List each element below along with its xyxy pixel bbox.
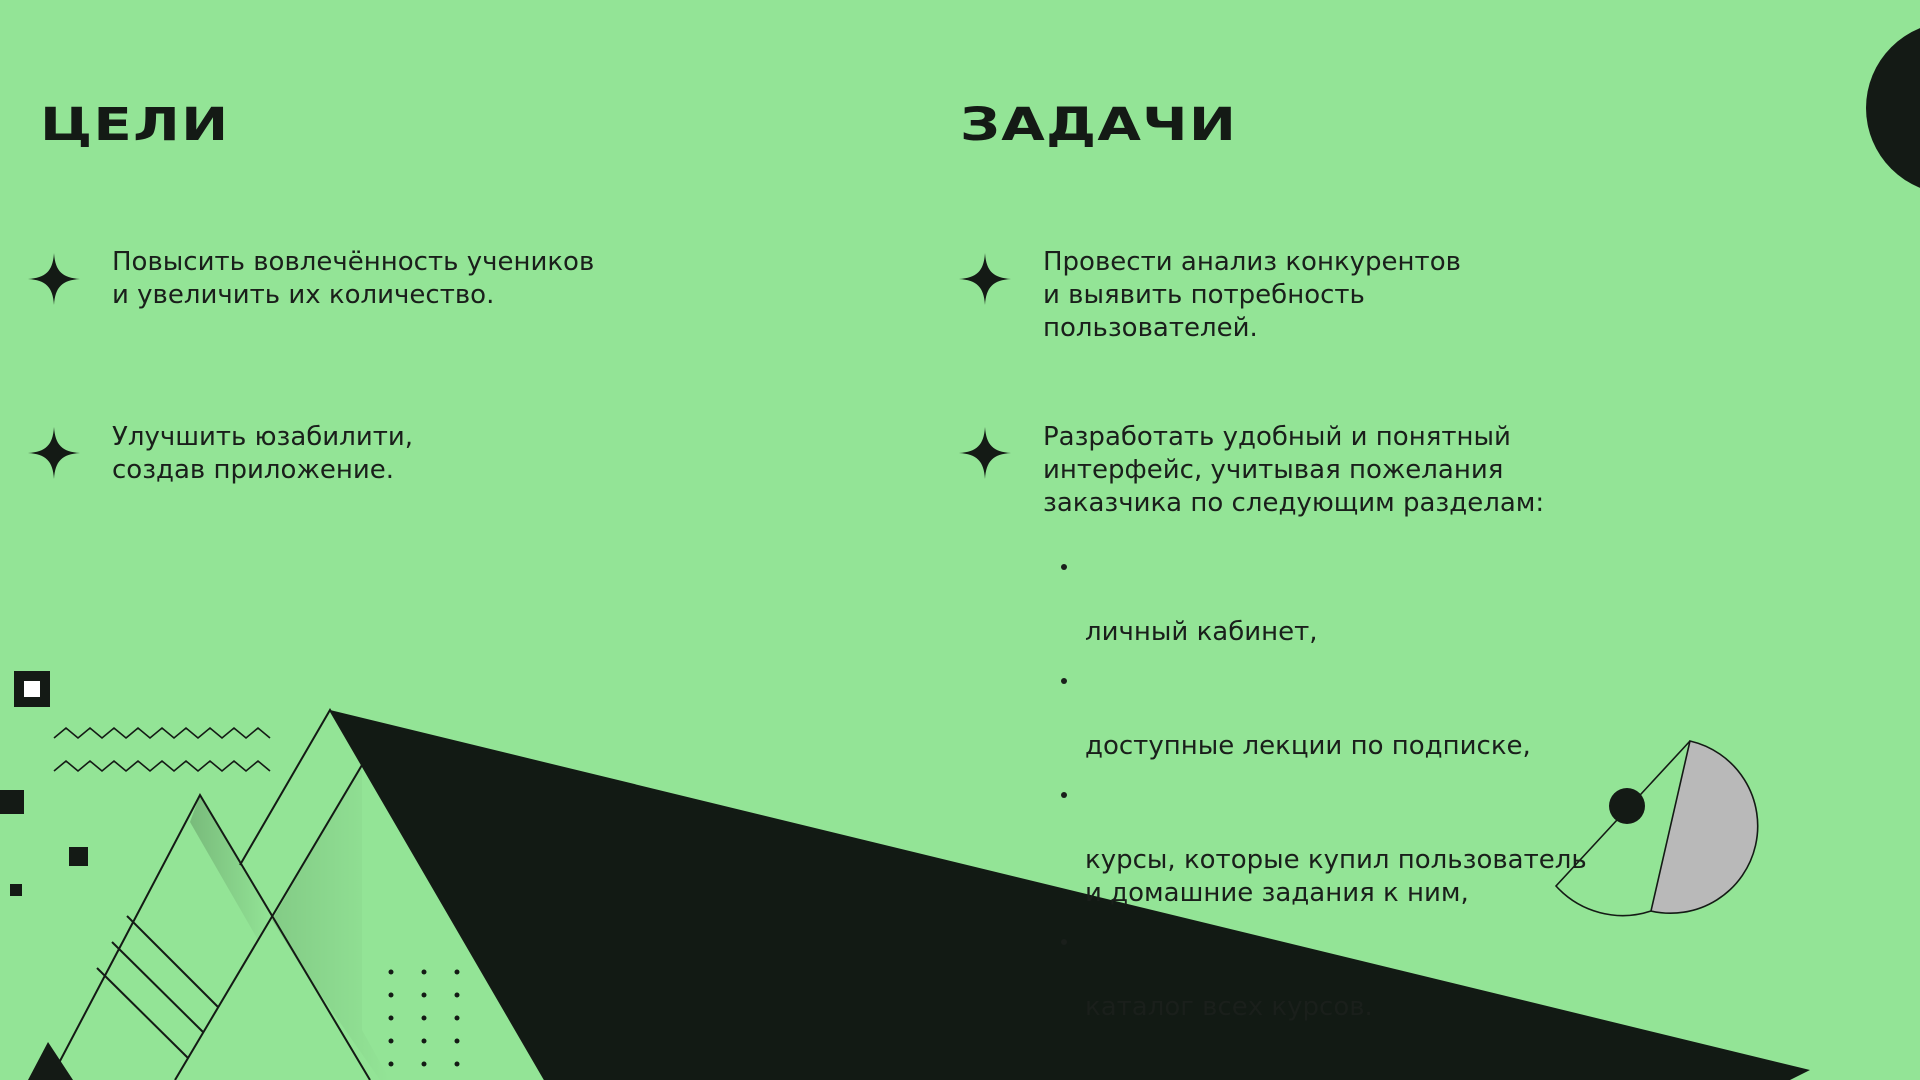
goal-item-text: Повысить вовлечённость учеников и увеличить их количество. xyxy=(112,247,595,310)
four-point-star-icon xyxy=(28,253,80,305)
square-shape xyxy=(0,790,24,814)
list-item-text: доступные лекции по подписке, xyxy=(1085,731,1531,761)
hollow-square-inner xyxy=(24,681,40,697)
goal-item-text: Улучшить юзабилити, создав приложение. xyxy=(112,422,414,485)
goal-item xyxy=(112,246,594,312)
bullet-dot-icon xyxy=(1061,564,1067,570)
list-item xyxy=(1043,550,1587,649)
dot-grid xyxy=(389,970,460,1067)
zigzag-lines xyxy=(54,728,270,771)
list-item-text: каталог всех курсов. xyxy=(1085,992,1373,1022)
list-item xyxy=(1043,925,1587,1024)
task-item xyxy=(1043,421,1544,520)
mountain-shadow xyxy=(190,795,272,940)
four-point-star-icon xyxy=(959,253,1011,305)
goals-heading: ЦЕЛИ xyxy=(40,98,230,151)
bullet-dot-icon xyxy=(1061,678,1067,684)
corner-circle-shape xyxy=(1866,22,1920,194)
square-shape xyxy=(10,884,22,896)
list-item-text: личный кабинет, xyxy=(1085,617,1318,647)
list-item-text: курсы, которые купил пользователь и домашние задания к ним, xyxy=(1085,845,1587,908)
task-item xyxy=(1043,246,1461,345)
four-point-star-icon xyxy=(959,427,1011,479)
list-item xyxy=(1043,664,1587,763)
mountain-shadow xyxy=(272,765,390,1080)
task-sections-list xyxy=(1043,550,1587,1039)
list-item xyxy=(1043,778,1587,910)
task-item-text: Разработать удобный и понятный интерфейс, учитывая пожелания заказчика по следующим разделам: xyxy=(1043,422,1545,518)
bullet-dot-icon xyxy=(1061,939,1067,945)
tasks-heading: ЗАДАЧИ xyxy=(960,98,1238,151)
task-item-text: Провести анализ конкурентов и выявить потребность пользователей. xyxy=(1043,247,1461,343)
square-shape xyxy=(69,847,88,866)
bullet-dot-icon xyxy=(1061,792,1067,798)
goal-item xyxy=(112,421,413,487)
four-point-star-icon xyxy=(28,427,80,479)
